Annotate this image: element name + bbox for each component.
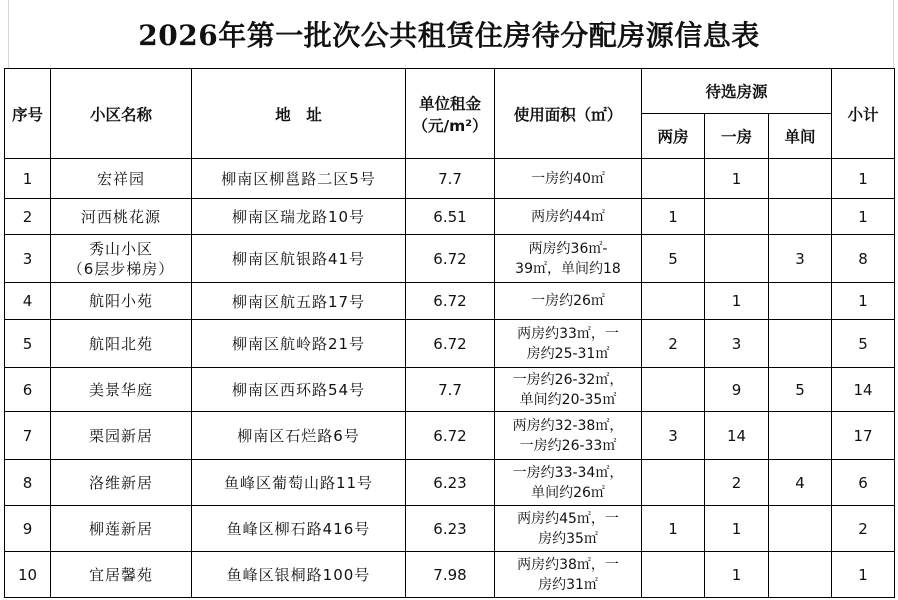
address-text: 柳南区航五路17号 [231, 292, 366, 311]
cell-subtotal [832, 368, 895, 412]
cell-community [51, 199, 192, 235]
subtotal-count: 5 [858, 334, 868, 353]
cell-community [51, 159, 192, 199]
area-line1-text: 一房约33-34㎡， [512, 464, 624, 481]
cell-community [51, 552, 192, 598]
cell-community [51, 320, 192, 368]
subtotal-count: 8 [858, 249, 868, 268]
cell-area [495, 159, 642, 199]
cell-one-room [705, 320, 769, 368]
cell-single [769, 412, 832, 460]
community-name-text: 河西桃花源 [80, 207, 161, 226]
table-row [5, 320, 895, 368]
header-row-1 [5, 69, 895, 114]
cell-address [192, 283, 406, 320]
cell-address [192, 460, 406, 506]
subtotal-count: 1 [858, 169, 868, 188]
address-text: 柳南区西环路54号 [231, 381, 366, 399]
cell-subtotal [832, 199, 895, 235]
cell-community [51, 506, 192, 552]
cell-rent [406, 320, 495, 368]
rent-text: 7.98 [433, 565, 467, 584]
area-line2-text: 房约35㎡ [538, 530, 598, 547]
cell-subtotal [832, 235, 895, 283]
cell-seq [5, 283, 51, 320]
cell-address [192, 235, 406, 283]
one-room-count: 1 [731, 292, 742, 310]
area-line1-text: 两房约32-38㎡， [512, 417, 624, 434]
cell-area [495, 412, 642, 460]
header-seq: 序号 [5, 69, 51, 159]
community-name-text: 航阳小苑 [88, 292, 153, 310]
cell-address [192, 320, 406, 368]
cell-address [192, 159, 406, 199]
community-name-text: 美景华庭 [88, 380, 153, 399]
cell-two-room [642, 235, 705, 283]
cell-subtotal [832, 412, 895, 460]
single-count: 3 [795, 249, 805, 268]
seq-text: 2 [22, 207, 33, 226]
header-two-room: 两房 [642, 114, 705, 159]
cell-single [769, 506, 832, 552]
cell-area [495, 199, 642, 235]
area-line1-text: 两房约33㎡，一 [517, 325, 619, 342]
cell-seq [5, 320, 51, 368]
area-line1-text: 两房约36㎡- [528, 240, 608, 257]
two-room-count: 5 [668, 249, 678, 268]
cell-seq [5, 460, 51, 506]
cell-one-room [705, 460, 769, 506]
cell-two-room [642, 552, 705, 598]
cell-two-room [642, 506, 705, 552]
cell-rent [406, 412, 495, 460]
cell-single [769, 235, 832, 283]
community-name-text: 航阳北苑 [88, 334, 153, 353]
cell-community [51, 235, 192, 283]
subtotal-count: 1 [858, 292, 868, 310]
area-line2-text: 一房约26-33㎡ [519, 437, 617, 454]
address-text: 鱼峰区银桐路100号 [226, 566, 371, 584]
rent-text: 6.51 [433, 207, 467, 226]
header-rent-line2: （元/m²） [412, 116, 488, 135]
area-line2-text: 房约25-31㎡ [526, 345, 610, 362]
table-row [5, 368, 895, 412]
cell-single [769, 199, 832, 235]
header-address: 地 址 [192, 69, 406, 159]
cell-rent [406, 235, 495, 283]
cell-one-room [705, 368, 769, 412]
cell-seq [5, 412, 51, 460]
cell-community [51, 460, 192, 506]
seq-text: 10 [17, 565, 38, 584]
cell-address [192, 368, 406, 412]
area-line2-text: 39㎡，单间约18 [515, 260, 621, 277]
community-name-text: 洛维新居 [88, 473, 153, 492]
cell-rent [406, 199, 495, 235]
cell-seq [5, 552, 51, 598]
address-text: 柳南区航岭路21号 [231, 335, 366, 353]
cell-seq [5, 199, 51, 235]
cell-area [495, 506, 642, 552]
housing-table [4, 68, 895, 598]
cell-subtotal [832, 552, 895, 598]
cell-area [495, 283, 642, 320]
cell-seq [5, 159, 51, 199]
one-room-count: 14 [726, 426, 747, 445]
cell-two-room [642, 283, 705, 320]
community-name-text: 柳莲新居 [88, 519, 153, 538]
cell-two-room [642, 159, 705, 199]
area-line1-text: 一房约40㎡ [531, 170, 605, 187]
cell-single [769, 552, 832, 598]
two-room-count: 2 [668, 334, 678, 353]
two-room-count: 1 [668, 519, 678, 538]
area-line1-text: 一房约26㎡ [531, 293, 605, 309]
cell-one-room [705, 199, 769, 235]
cell-seq [5, 235, 51, 283]
table-row [5, 199, 895, 235]
cell-address [192, 199, 406, 235]
cell-area [495, 368, 642, 412]
subtotal-count: 6 [858, 473, 868, 492]
cell-community [51, 412, 192, 460]
rent-text: 6.72 [433, 292, 467, 310]
cell-single [769, 283, 832, 320]
cell-rent [406, 460, 495, 506]
page-title: 2026年第一批次公共租赁住房待分配房源信息表 [138, 19, 760, 52]
table-row [5, 460, 895, 506]
area-line2-text: 单间约20-35㎡ [519, 391, 617, 408]
cell-subtotal [832, 460, 895, 506]
one-room-count: 1 [731, 169, 742, 188]
one-room-count: 1 [731, 519, 742, 538]
cell-area [495, 460, 642, 506]
seq-text: 3 [22, 249, 33, 268]
header-subtotal: 小计 [832, 69, 895, 159]
cell-rent [406, 159, 495, 199]
seq-text: 6 [22, 380, 33, 399]
rent-text: 6.72 [433, 426, 467, 445]
subtotal-count: 2 [858, 519, 868, 538]
area-line1-text: 两房约45㎡，一 [517, 510, 619, 527]
rent-text: 6.23 [433, 519, 467, 538]
rent-text: 6.72 [433, 334, 467, 353]
cell-rent [406, 368, 495, 412]
cell-one-room [705, 552, 769, 598]
one-room-count: 1 [731, 565, 742, 584]
cell-subtotal [832, 320, 895, 368]
cell-one-room [705, 506, 769, 552]
table-row [5, 235, 895, 283]
cell-community [51, 368, 192, 412]
subtotal-count: 1 [858, 207, 868, 226]
seq-text: 7 [22, 426, 33, 445]
cell-single [769, 320, 832, 368]
seq-text: 5 [22, 334, 33, 353]
header-one-room: 一房 [705, 114, 769, 159]
cell-rent [406, 283, 495, 320]
cell-two-room [642, 460, 705, 506]
cell-area [495, 320, 642, 368]
cell-seq [5, 506, 51, 552]
cell-address [192, 506, 406, 552]
cell-two-room [642, 199, 705, 235]
rent-text: 6.23 [433, 473, 467, 492]
cell-rent [406, 506, 495, 552]
community-name-text: 秀山小区 [88, 239, 153, 258]
rent-text: 7.7 [438, 169, 462, 188]
cell-subtotal [832, 506, 895, 552]
area-line2-text: 单间约26㎡ [531, 484, 605, 501]
cell-one-room [705, 159, 769, 199]
address-text: 鱼峰区柳石路416号 [226, 520, 371, 538]
header-rent-line1: 单位租金 [418, 94, 481, 113]
address-text: 柳南区航银路41号 [231, 250, 366, 268]
header-single: 单间 [769, 114, 832, 159]
cell-two-room [642, 412, 705, 460]
two-room-count: 1 [668, 207, 678, 226]
address-text: 柳南区柳邕路二区5号 [221, 170, 376, 188]
subtotal-count: 17 [853, 426, 873, 445]
address-text: 柳南区瑞龙路10号 [231, 208, 366, 226]
community-name-text: 宜居馨苑 [88, 565, 153, 584]
cell-area [495, 552, 642, 598]
cell-one-room [705, 412, 769, 460]
community-note-text: （6层步梯房） [67, 259, 175, 278]
one-room-count: 2 [731, 473, 742, 492]
header-rent [406, 69, 495, 159]
community-name-text: 栗园新居 [88, 426, 153, 445]
two-room-count: 3 [668, 426, 678, 445]
seq-text: 9 [22, 519, 33, 538]
subtotal-count: 1 [858, 565, 868, 584]
header-pending: 待选房源 [642, 69, 832, 114]
seq-text: 4 [22, 292, 33, 310]
address-text: 鱼峰区葡萄山路11号 [223, 474, 374, 492]
table-row [5, 159, 895, 199]
area-line1-text: 两房约44㎡ [531, 208, 605, 225]
rent-text: 7.7 [438, 380, 462, 399]
rent-text: 6.72 [433, 249, 467, 268]
one-room-count: 9 [731, 380, 742, 399]
subtotal-count: 14 [853, 380, 873, 399]
header-area: 使用面积（㎡） [495, 69, 642, 159]
one-room-count: 3 [731, 334, 742, 353]
cell-two-room [642, 368, 705, 412]
area-line1-text: 一房约26-32㎡， [512, 371, 624, 388]
cell-one-room [705, 283, 769, 320]
cell-single [769, 159, 832, 199]
cell-subtotal [832, 283, 895, 320]
single-count: 4 [795, 473, 805, 492]
address-text: 柳南区石烂路6号 [237, 427, 360, 445]
cell-address [192, 412, 406, 460]
cell-single [769, 368, 832, 412]
seq-text: 1 [22, 169, 33, 188]
table-row [5, 412, 895, 460]
area-line2-text: 房约31㎡ [538, 576, 598, 593]
cell-two-room [642, 320, 705, 368]
cell-area [495, 235, 642, 283]
table-row [5, 506, 895, 552]
cell-one-room [705, 235, 769, 283]
cell-rent [406, 552, 495, 598]
table-row [5, 552, 895, 598]
cell-subtotal [832, 159, 895, 199]
single-count: 5 [795, 380, 805, 399]
cell-address [192, 552, 406, 598]
area-line1-text: 两房约38㎡，一 [517, 556, 619, 573]
seq-text: 8 [22, 473, 33, 492]
header-community: 小区名称 [51, 69, 192, 159]
community-name-text: 宏祥园 [96, 169, 145, 188]
cell-community [51, 283, 192, 320]
cell-seq [5, 368, 51, 412]
table-row [5, 283, 895, 320]
cell-single [769, 460, 832, 506]
